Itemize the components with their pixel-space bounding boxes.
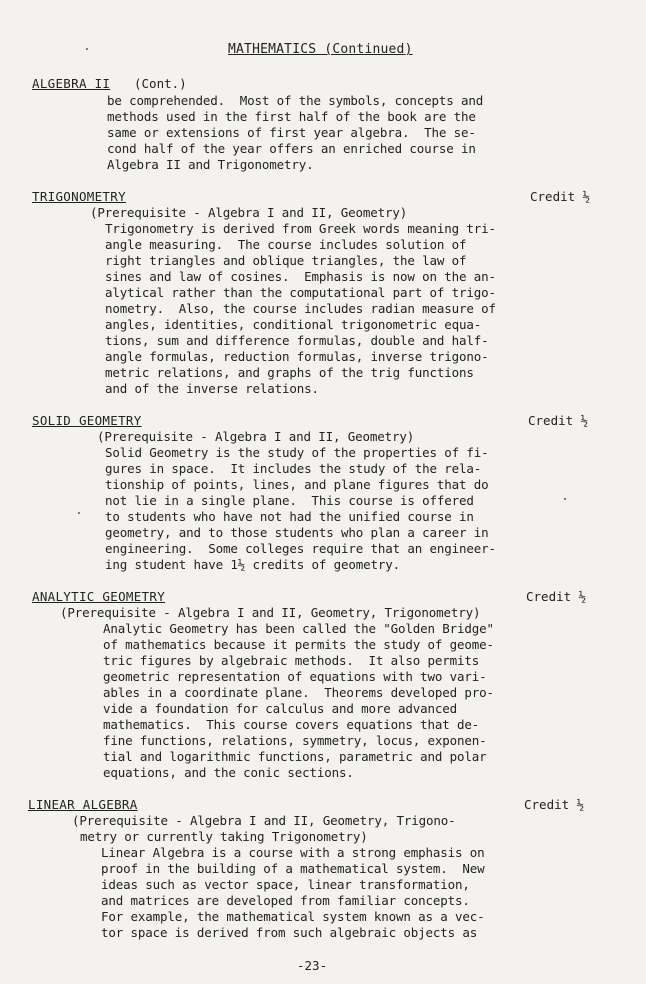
paragraph-line: Linear Algebra is a course with a strong emphasis on [101,845,485,860]
paragraph-line: proof in the building of a mathematical system. New [101,861,485,876]
paragraph-line: to students who have not had the unified course in [105,509,474,524]
paragraph-line: not lie in a single plane. This course is offered [105,493,474,508]
credit-label: Credit ½ [530,189,591,204]
prerequisite-line: (Prerequisite - Algebra I and II, Geometry, Trigonometry) [60,605,481,620]
paragraph-line: For example, the mathematical system known as a vec- [101,909,485,924]
paragraph-line: tor space is derived from such algebraic objects as [101,925,478,940]
prerequisite-line: (Prerequisite - Algebra I and II, Geometry) [97,429,415,444]
paragraph-line: ing student have 1½ credits of geometry. [105,557,401,572]
paragraph-line: metric relations, and graphs of the trig functions [105,365,474,380]
section-cont-label: (Cont.) [134,76,187,91]
credit-label: Credit ½ [528,413,589,428]
paragraph-line: nometry. Also, the course includes radian measure of [105,301,496,316]
paragraph-line: angle measuring. The course includes solution of [105,237,467,252]
page-number: -23- [297,958,328,973]
section-heading-linear-algebra: LINEAR ALGEBRA [28,797,138,812]
page-title: MATHEMATICS (Continued) [228,42,413,57]
paragraph-line: Algebra II and Trigonometry. [107,157,314,172]
paragraph-line: engineering. Some colleges require that an engineer- [105,541,496,556]
prerequisite-line: metry or currently taking Trigonometry) [80,829,368,844]
paragraph-line: equations, and the conic sections. [103,765,354,780]
paragraph-line: cond half of the year offers an enriched course in [107,141,476,156]
scan-speck [86,48,88,50]
paragraph-line: ideas such as vector space, linear transformation, [101,877,470,892]
paragraph-line: sines and law of cosines. Emphasis is now on the an- [105,269,496,284]
paragraph-line: Solid Geometry is the study of the properties of fi- [105,445,489,460]
paragraph-line: tionship of points, lines, and plane figures that do [105,477,489,492]
paragraph-line: Analytic Geometry has been called the "Golden Bridge" [103,621,494,636]
paragraph-line: vide a foundation for calculus and more advanced [103,701,458,716]
section-heading-solid-geometry: SOLID GEOMETRY [32,413,142,428]
paragraph-line: methods used in the first half of the book are the [107,109,476,124]
paragraph-line: angle formulas, reduction formulas, inverse trigono- [105,349,489,364]
paragraph-line: fine functions, relations, symmetry, locus, exponen- [103,733,487,748]
scan-speck [564,498,566,500]
paragraph-line: and matrices are developed from familiar concepts. [101,893,470,908]
prerequisite-line: (Prerequisite - Algebra I and II, Geometry, Trigono- [72,813,456,828]
paragraph-line: of mathematics because it permits the study of geome- [103,637,494,652]
paragraph-line: and of the inverse relations. [105,381,319,396]
paragraph-line: alytical rather than the computational part of trigo- [105,285,496,300]
section-heading-trigonometry: TRIGONOMETRY [32,189,126,204]
scan-speck [78,512,80,514]
section-heading-analytic-geometry: ANALYTIC GEOMETRY [32,589,166,604]
credit-label: Credit ½ [526,589,587,604]
credit-label: Credit ½ [524,797,585,812]
paragraph-line: gures in space. It includes the study of the rela- [105,461,482,476]
paragraph-line: ables in a coordinate plane. Theorems developed pro- [103,685,494,700]
paragraph-line: same or extensions of first year algebra. The se- [107,125,476,140]
paragraph-line: geometric representation of equations with two vari- [103,669,487,684]
section-heading-algebra-ii: ALGEBRA II [32,76,111,91]
paragraph-line: tric figures by algebraic methods. It also permits [103,653,480,668]
paragraph-line: geometry, and to those students who plan a career in [105,525,489,540]
paragraph-line: be comprehended. Most of the symbols, concepts and [107,93,484,108]
paragraph-line: Trigonometry is derived from Greek words meaning tri- [105,221,496,236]
prerequisite-line: (Prerequisite - Algebra I and II, Geometry) [90,205,408,220]
paragraph-line: tions, sum and difference formulas, double and half- [105,333,489,348]
paragraph-line: right triangles and oblique triangles, the law of [105,253,467,268]
paragraph-line: angles, identities, conditional trigonometric equa- [105,317,482,332]
paragraph-line: tial and logarithmic functions, parametric and polar [103,749,487,764]
paragraph-line: mathematics. This course covers equations that de- [103,717,480,732]
